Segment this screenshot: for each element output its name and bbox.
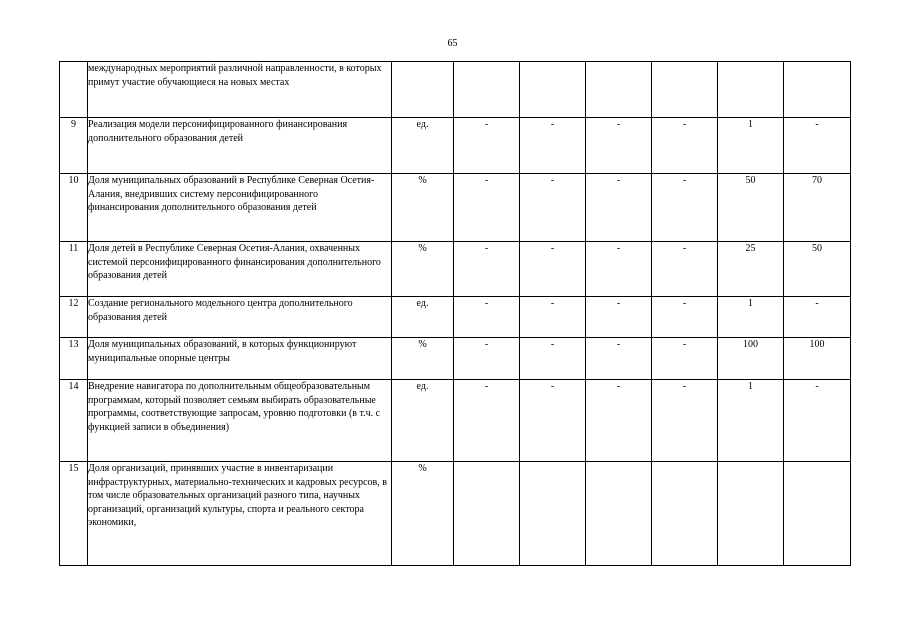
unit-cell: % bbox=[392, 242, 454, 297]
row-number: 11 bbox=[60, 242, 88, 297]
value-cell: - bbox=[652, 118, 718, 174]
unit-cell bbox=[392, 62, 454, 118]
row-number: 13 bbox=[60, 338, 88, 380]
unit-cell: % bbox=[392, 338, 454, 380]
row-number bbox=[60, 62, 88, 118]
value-cell: - bbox=[454, 338, 520, 380]
value-cell: - bbox=[652, 242, 718, 297]
value-cell: 25 bbox=[718, 242, 784, 297]
value-cell: 1 bbox=[718, 297, 784, 338]
value-cell bbox=[652, 462, 718, 566]
indicator-description: Внедрение навигатора по дополнительным общеобразовательным программам, который позволяет семьям выбирать образовательные программы, соответствующие запросам, уровню подготовки (в т.ч. с функцией записи в объединения) bbox=[88, 380, 392, 462]
value-cell: 1 bbox=[718, 118, 784, 174]
table-row bbox=[60, 174, 851, 242]
value-cell bbox=[586, 62, 652, 118]
value-cell: - bbox=[520, 174, 586, 242]
value-cell: - bbox=[520, 297, 586, 338]
value-cell: 100 bbox=[784, 338, 851, 380]
value-cell: - bbox=[520, 242, 586, 297]
value-cell: - bbox=[586, 338, 652, 380]
value-cell: - bbox=[784, 380, 851, 462]
value-cell: - bbox=[520, 118, 586, 174]
value-cell bbox=[718, 62, 784, 118]
row-number: 10 bbox=[60, 174, 88, 242]
value-cell: - bbox=[586, 174, 652, 242]
value-cell: - bbox=[454, 242, 520, 297]
value-cell: 50 bbox=[718, 174, 784, 242]
indicator-description: Доля организаций, принявших участие в инвентаризации инфраструктурных, материально-технических и кадровых ресурсов, в том числе образовательных организаций разного типа, научных организаций, организаций культуры, спорта и реального сектора экономики, bbox=[88, 462, 392, 566]
value-cell: - bbox=[652, 174, 718, 242]
page-number: 65 bbox=[447, 38, 458, 49]
row-number: 14 bbox=[60, 380, 88, 462]
value-cell: - bbox=[586, 297, 652, 338]
value-cell: - bbox=[454, 380, 520, 462]
value-cell: 50 bbox=[784, 242, 851, 297]
table-row bbox=[60, 338, 851, 380]
value-cell: - bbox=[454, 174, 520, 242]
value-cell: - bbox=[586, 242, 652, 297]
unit-cell: ед. bbox=[392, 380, 454, 462]
value-cell: - bbox=[586, 118, 652, 174]
row-number: 15 bbox=[60, 462, 88, 566]
indicator-description: Доля детей в Республике Северная Осетия-Алания, охваченных системой персонифицированного финансирования дополнительного образования детей bbox=[88, 242, 392, 297]
value-cell: 1 bbox=[718, 380, 784, 462]
unit-cell: ед. bbox=[392, 297, 454, 338]
row-number: 12 bbox=[60, 297, 88, 338]
value-cell: 70 bbox=[784, 174, 851, 242]
value-cell: - bbox=[652, 297, 718, 338]
value-cell: - bbox=[652, 380, 718, 462]
value-cell: 100 bbox=[718, 338, 784, 380]
indicator-description: Создание регионального модельного центра дополнительного образования детей bbox=[88, 297, 392, 338]
value-cell: - bbox=[454, 118, 520, 174]
value-cell bbox=[454, 62, 520, 118]
value-cell: - bbox=[652, 338, 718, 380]
value-cell: - bbox=[586, 380, 652, 462]
value-cell bbox=[652, 62, 718, 118]
row-number: 9 bbox=[60, 118, 88, 174]
unit-cell: ед. bbox=[392, 118, 454, 174]
value-cell bbox=[520, 62, 586, 118]
value-cell: - bbox=[784, 297, 851, 338]
indicator-description: Доля муниципальных образований, в которых функционируют муниципальные опорные центры bbox=[88, 338, 392, 380]
table-body bbox=[60, 62, 851, 566]
unit-cell: % bbox=[392, 462, 454, 566]
unit-cell: % bbox=[392, 174, 454, 242]
table-row bbox=[60, 380, 851, 462]
table-row bbox=[60, 118, 851, 174]
value-cell: - bbox=[454, 297, 520, 338]
indicators-table bbox=[59, 61, 851, 566]
value-cell: - bbox=[520, 380, 586, 462]
value-cell bbox=[784, 462, 851, 566]
table-row bbox=[60, 462, 851, 566]
value-cell: - bbox=[520, 338, 586, 380]
value-cell bbox=[586, 462, 652, 566]
value-cell bbox=[784, 62, 851, 118]
indicator-description: международных мероприятий различной направленности, в которых примут участие обучающиеся на новых местах bbox=[88, 62, 392, 118]
table-row bbox=[60, 62, 851, 118]
value-cell bbox=[520, 462, 586, 566]
indicator-description: Реализация модели персонифицированного финансирования дополнительного образования детей bbox=[88, 118, 392, 174]
indicator-description: Доля муниципальных образований в Республике Северная Осетия-Алания, внедривших систему персонифицированного финансирования дополнительного образования детей bbox=[88, 174, 392, 242]
value-cell bbox=[454, 462, 520, 566]
value-cell: - bbox=[784, 118, 851, 174]
table-row bbox=[60, 297, 851, 338]
table-row bbox=[60, 242, 851, 297]
value-cell bbox=[718, 462, 784, 566]
